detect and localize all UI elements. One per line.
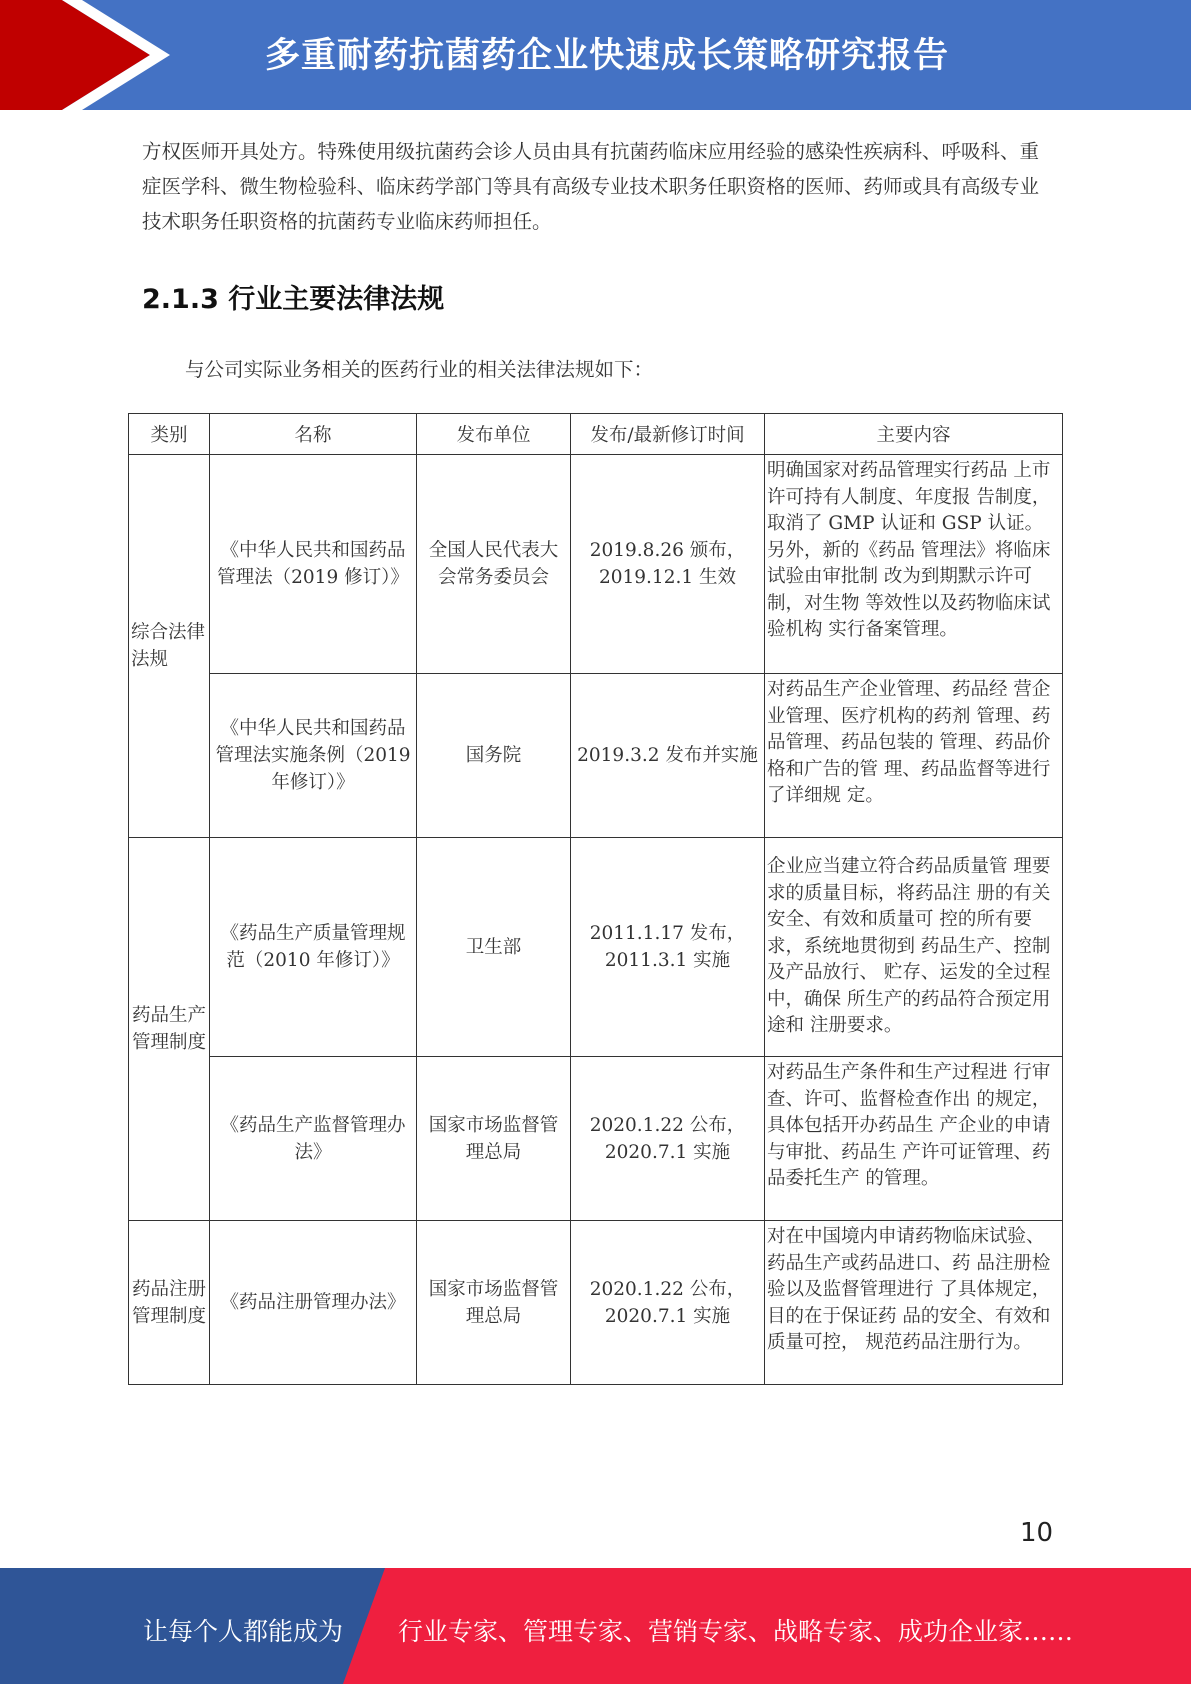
header-issuer: 发布单位	[417, 414, 571, 455]
table-intro: 与公司实际业务相关的医药行业的相关法律法规如下：	[185, 358, 654, 381]
law-name-cell: 《中华人民共和国药品管理法（2019 修订）》	[210, 455, 417, 674]
body-paragraph: 方权医师开具处方。特殊使用级抗菌药会诊人员由具有抗菌药临床应用经验的感染性疾病科、呼吸科、重症医学科、微生物检验科、临床药学部门等具有高级专业技术职务任职资格的医师、药师或具有高级专业技术职务任职资格的抗菌药专业临床药师担任。	[142, 140, 1040, 233]
category-cell: 药品注册管理制度	[129, 1221, 210, 1385]
issuer-cell: 卫生部	[417, 838, 571, 1057]
header-name: 名称	[210, 414, 417, 455]
header-date: 发布/最新修订时间	[571, 414, 765, 455]
issuer-cell: 国家市场监督管理总局	[417, 1221, 571, 1385]
footer-slogan-right: 行业专家、管理专家、营销专家、战略专家、成功企业家……	[398, 1617, 1074, 1646]
table-row	[129, 1057, 1063, 1221]
date-cell: 2020.1.22 公布，2020.7.1 实施	[571, 1221, 765, 1385]
date-cell: 2019.8.26 颁布，2019.12.1 生效	[571, 455, 765, 674]
header-title: 多重耐药抗菌药企业快速成长策略研究报告	[265, 36, 950, 76]
table-header-row	[129, 414, 1063, 455]
law-name-cell: 《药品生产质量管理规范（2010 年修订）》	[210, 838, 417, 1057]
footer-bar	[0, 1568, 1191, 1684]
issuer-cell: 全国人民代表大会常务委员会	[417, 455, 571, 674]
date-cell: 2011.1.17 发布，2011.3.1 实施	[571, 838, 765, 1057]
category-cell: 综合法律法规	[129, 455, 210, 838]
header-category: 类别	[129, 414, 210, 455]
content-cell: 对药品生产企业管理、药品经 营企业管理、医疗机构的药剂 管理、药品管理、药品包装的 管理、药品价格和广告的管 理、药品监督等进行了详细规 定。	[765, 674, 1063, 838]
category-cell: 药品生产管理制度	[129, 838, 210, 1221]
date-cell: 2020.1.22 公布，2020.7.1 实施	[571, 1057, 765, 1221]
section-heading: 2.1.3 行业主要法律法规	[142, 284, 445, 315]
table-row	[129, 1221, 1063, 1385]
table-row	[129, 455, 1063, 674]
page-number: 10	[1020, 1518, 1054, 1548]
content-cell: 明确国家对药品管理实行药品 上市许可持有人制度、年度报 告制度，取消了 GMP 认证和 GSP 认证。另外，新的《药品 管理法》将临床试验由审批制 改为到期默示许可制，对生物 等效性以及药物临床试验机构 实行备案管理。	[765, 455, 1063, 674]
header-content: 主要内容	[765, 414, 1063, 455]
date-cell: 2019.3.2 发布并实施	[571, 674, 765, 838]
content-cell: 企业应当建立符合药品质量管 理要求的质量目标，将药品注 册的有关安全、有效和质量可 控的所有要求，系统地贯彻到 药品生产、控制及产品放行、 贮存、运发的全过程中，确保 所生产的药品符合预定用途和 注册要求。	[765, 838, 1063, 1057]
table-row	[129, 838, 1063, 1057]
content-cell: 对药品生产条件和生产过程进 行审查、许可、监督检查作出 的规定，具体包括开办药品生 产企业的申请与审批、药品生 产许可证管理、药品委托生产 的管理。	[765, 1057, 1063, 1221]
content-cell: 对在中国境内申请药物临床试验、药品生产或药品进口、药 品注册检验以及监督管理进行 了具体规定，目的在于保证药 品的安全、有效和质量可控， 规范药品注册行为。	[765, 1221, 1063, 1385]
table-row	[129, 674, 1063, 838]
law-name-cell: 《药品生产监督管理办法》	[210, 1057, 417, 1221]
issuer-cell: 国务院	[417, 674, 571, 838]
header-bar	[0, 0, 1191, 110]
laws-table	[128, 413, 1063, 1385]
law-name-cell: 《中华人民共和国药品管理法实施条例（2019 年修订）》	[210, 674, 417, 838]
footer-slogan-left: 让每个人都能成为	[143, 1617, 344, 1646]
issuer-cell: 国家市场监督管理总局	[417, 1057, 571, 1221]
law-name-cell: 《药品注册管理办法》	[210, 1221, 417, 1385]
